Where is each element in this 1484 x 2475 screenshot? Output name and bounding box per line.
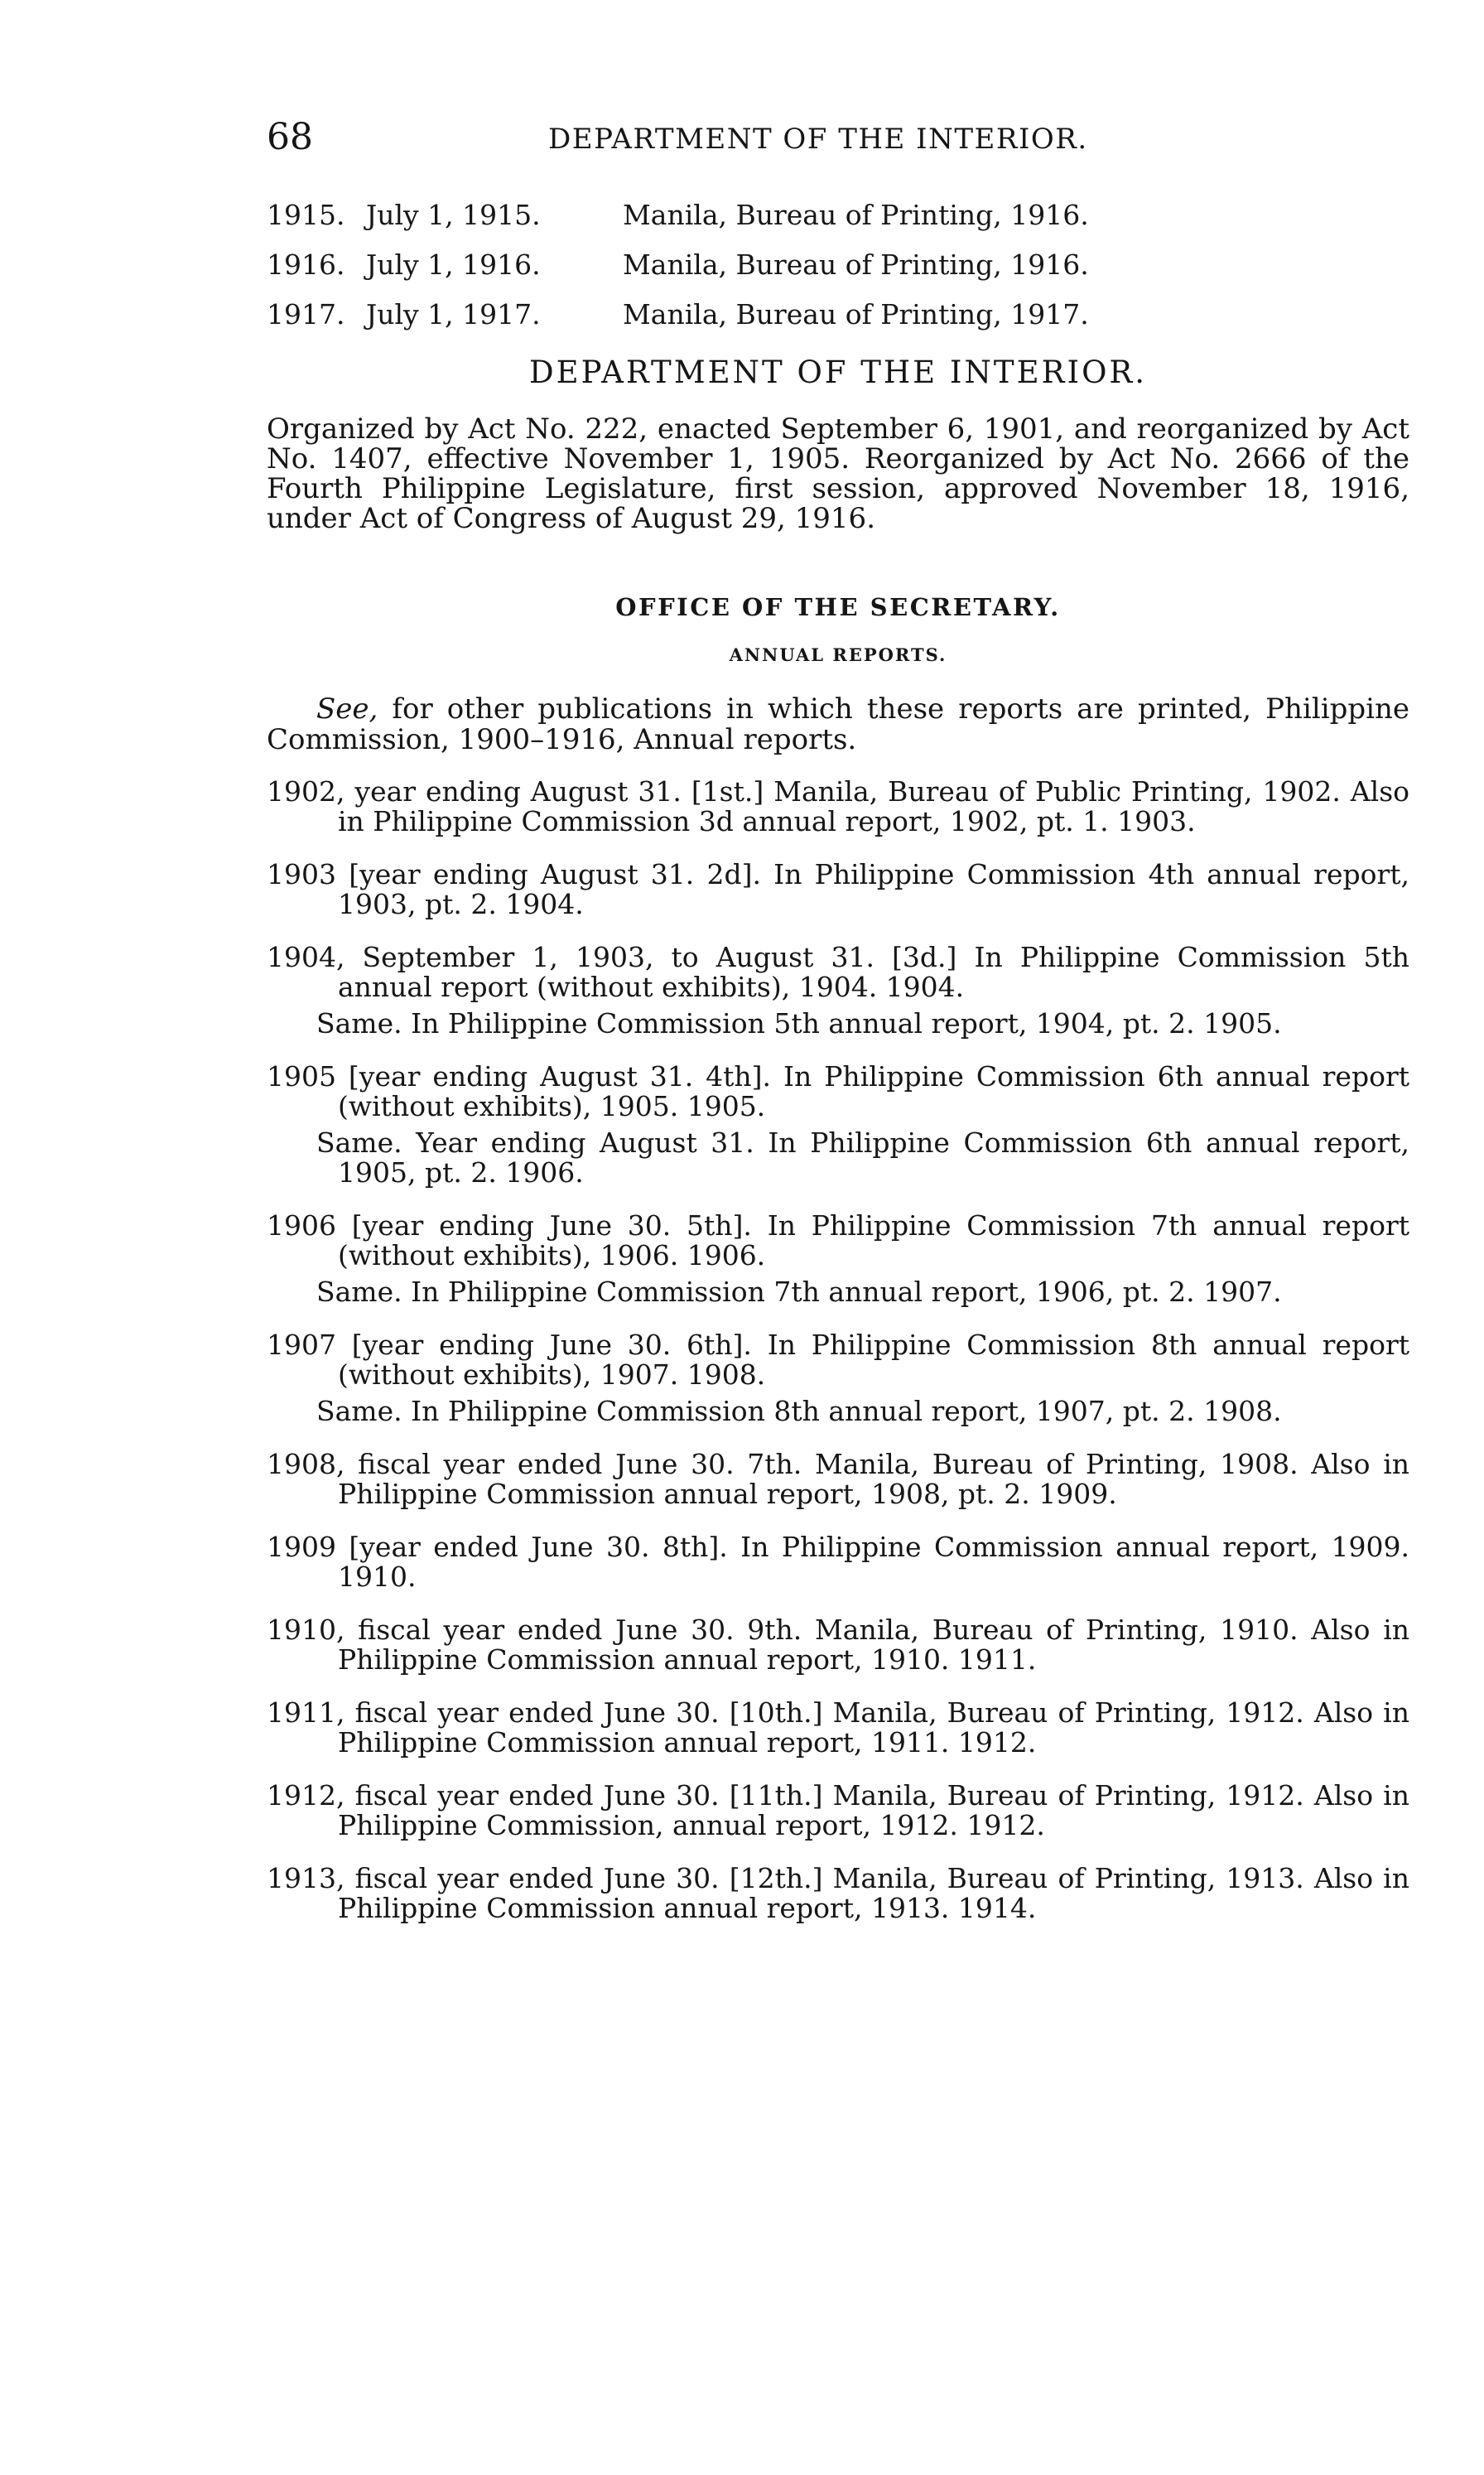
report-entry: 1905 [year ending August 31. 4th]. In Philippine Commission 6th annual report (without exhibits), 1905. 1905. bbox=[267, 1060, 1409, 1122]
report-entry: 1909 [year ended June 30. 8th]. In Philippine Commission annual report, 1909. 1910. bbox=[267, 1531, 1409, 1593]
report-entry: 1902, year ending August 31. [1st.] Manila, Bureau of Public Printing, 1902. Also in Philippine Commission 3d annual report, 1902, pt. 1. 1903. bbox=[267, 775, 1409, 837]
annual-report-entries bbox=[267, 777, 1409, 1923]
printing-year: 1917. bbox=[267, 298, 345, 330]
printing-publisher: Manila, Bureau of Printing, 1917. bbox=[623, 298, 1089, 330]
page-header bbox=[267, 116, 1409, 166]
see-note-text: for other publications in which these reports are printed, Philippine Commission, 1900–1916, Annual reports. bbox=[267, 692, 1409, 756]
printing-date: July 1, 1917. bbox=[366, 298, 541, 330]
intro-paragraph: Organized by Act No. 222, enacted September 6, 1901, and reorganized by Act No. 1407, effective November 1, 1905. Reorganized by Act No. 2666 of the Fourth Philippine Legislature, first session, approved November 18, 1916, under Act of Congress of August 29, 1916. bbox=[267, 412, 1409, 535]
report-entry: 1906 [year ending June 30. 5th]. In Philippine Commission 7th annual report (without exhibits), 1906. 1906. bbox=[267, 1209, 1409, 1271]
report-entry: 1910, fiscal year ended June 30. 9th. Manila, Bureau of Printing, 1910. Also in Philippine Commission annual report, 1910. 1911. bbox=[267, 1614, 1409, 1676]
office-heading: OFFICE OF THE SECRETARY. bbox=[615, 593, 1061, 621]
printing-year: 1915. bbox=[267, 199, 345, 231]
printing-publisher: Manila, Bureau of Printing, 1916. bbox=[623, 248, 1089, 281]
see-note bbox=[267, 694, 1409, 755]
printing-row bbox=[267, 298, 1409, 348]
annual-reports-heading: ANNUAL REPORTS. bbox=[729, 644, 947, 665]
see-note-lead: See, bbox=[316, 692, 378, 726]
printing-date: July 1, 1915. bbox=[366, 199, 541, 231]
printing-row bbox=[267, 248, 1409, 298]
report-entry: 1907 [year ending June 30. 6th]. In Philippine Commission 8th annual report (without exhibits), 1907. 1908. bbox=[267, 1329, 1409, 1391]
report-entry-same: Same. In Philippine Commission 8th annual report, 1907, pt. 2. 1908. bbox=[316, 1395, 1282, 1427]
report-entry-same: Same. Year ending August 31. In Philippine Commission 6th annual report, 1905, pt. 2. 1906. bbox=[316, 1127, 1409, 1189]
printing-list bbox=[267, 199, 1409, 348]
report-entry: 1908, fiscal year ended June 30. 7th. Manila, Bureau of Printing, 1908. Also in Philippine Commission annual report, 1908, pt. 2. 1909. bbox=[267, 1448, 1409, 1510]
page-number: 68 bbox=[267, 116, 313, 158]
report-entry-same: Same. In Philippine Commission 7th annual report, 1906, pt. 2. 1907. bbox=[316, 1276, 1282, 1308]
report-entry: 1903 [year ending August 31. 2d]. In Philippine Commission 4th annual report, 1903, pt. 2. 1904. bbox=[267, 858, 1409, 920]
report-entry-same: Same. In Philippine Commission 5th annual report, 1904, pt. 2. 1905. bbox=[316, 1007, 1282, 1040]
section-title: DEPARTMENT OF THE INTERIOR. bbox=[528, 355, 1148, 390]
report-entry: 1912, fiscal year ended June 30. [11th.] Manila, Bureau of Printing, 1912. Also in Philippine Commission, annual report, 1912. 1912. bbox=[267, 1779, 1409, 1841]
running-head: DEPARTMENT OF THE INTERIOR. bbox=[548, 123, 1088, 156]
printing-row bbox=[267, 199, 1409, 248]
printing-publisher: Manila, Bureau of Printing, 1916. bbox=[623, 199, 1089, 231]
report-entry: 1913, fiscal year ended June 30. [12th.] Manila, Bureau of Printing, 1913. Also in Philippine Commission annual report, 1913. 1914. bbox=[267, 1862, 1409, 1924]
report-entry: 1904, September 1, 1903, to August 31. [3d.] In Philippine Commission 5th annual report (without exhibits), 1904. 1904. bbox=[267, 941, 1409, 1003]
printing-date: July 1, 1916. bbox=[366, 248, 541, 281]
printing-year: 1916. bbox=[267, 248, 345, 281]
report-entry: 1911, fiscal year ended June 30. [10th.] Manila, Bureau of Printing, 1912. Also in Philippine Commission annual report, 1911. 1912. bbox=[267, 1696, 1409, 1759]
